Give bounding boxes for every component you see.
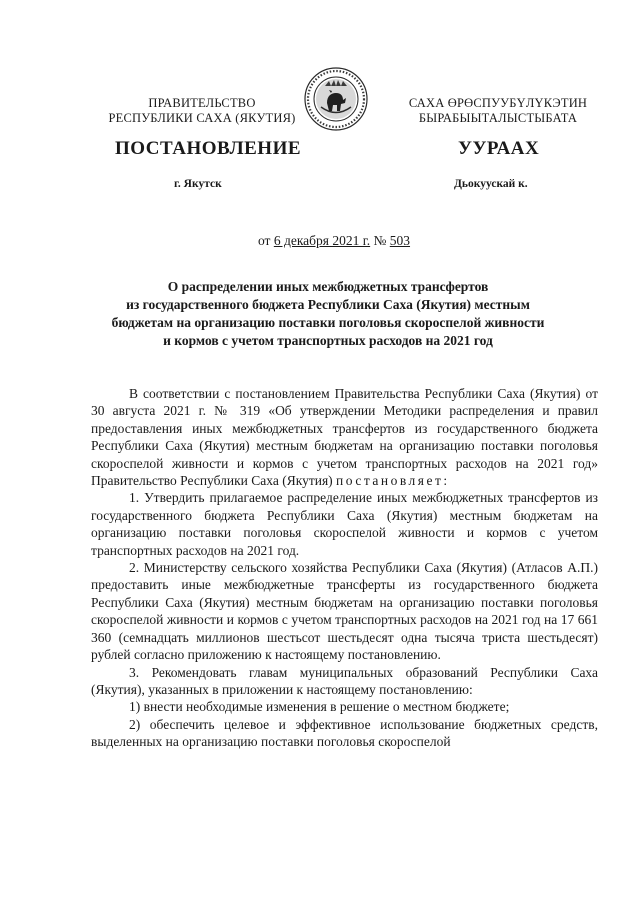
- document-date: 6 декабря 2021 г.: [273, 233, 371, 248]
- document-title: [88, 278, 568, 350]
- paragraph-item-3: 3. Рекомендовать главам муниципальных образований Республики Саха (Якутия), указанных в приложении к настоящему постановлению:: [91, 664, 598, 697]
- resolves-word: постановляет:: [336, 473, 450, 489]
- paragraph-item-1: 1. Утвердить прилагаемое распределение иных межбюджетных трансфертов из государственного бюджета Республики Саха (Якутия) местным бюджетам на организацию поставки поголовья скороспелой живности и кормов с учетом транспортных расходов на 2021 год.: [91, 490, 598, 558]
- city-left: г. Якутск: [174, 178, 222, 190]
- doc-type-right: УУРААХ: [458, 138, 540, 159]
- preamble-text: В соответствии с постановлением Правительства Республики Саха (Якутия) от 30 августа 2021 г. № 319 «Об утверждении Методики распределения и правил предоставления иных межбюджетных трансфертов из государственного бюджета Республики Саха (Якутия) местным бюджетам на организацию поставки поголовья скороспелой живности и кормов с учетом транспортных расходов на 2021 год» Правительство Республики Саха (Якутия): [91, 386, 598, 489]
- number-label: №: [370, 233, 390, 248]
- title-line2: из государственного бюджета Республики Саха (Якутия) местным: [126, 297, 530, 312]
- document-body: [91, 385, 598, 751]
- header-right-line2: БЫРАБЫЫТАЛЫСТЫБАТА: [418, 111, 578, 125]
- paragraph-preamble: [91, 385, 598, 489]
- paragraph-item-2: 2. Министерству сельского хозяйства Республики Саха (Якутия) (Атласов А.П.) предоставить иные межбюджетные трансферты из государственного бюджета Республики Саха (Якутия) местным бюджетам на организацию поставки поголовья скороспелой живности и кормов с учетом транспортных расходов на 2021 год на 17 661 360 (семнадцать миллионов шестьсот шестьдесят одна тысяча триста шестьдесят) рублей согласно приложению к настоящему постановлению.: [91, 560, 598, 663]
- header-right-block: [378, 96, 618, 126]
- header-left-line2: РЕСПУБЛИКИ САХА (ЯКУТИЯ): [108, 111, 296, 125]
- coat-of-arms-icon: [303, 66, 369, 132]
- title-line1: О распределении иных межбюджетных трансфертов: [167, 279, 489, 294]
- document-number: 503: [389, 233, 411, 248]
- city-right: Дьокуускай к.: [454, 178, 528, 190]
- date-prefix: от: [257, 233, 274, 248]
- header-left-block: [82, 96, 322, 126]
- header-right-line1: САХА ӨРӨСПУУБҮЛҮКЭТИН: [408, 96, 588, 110]
- paragraph-subitem-1: 1) внести необходимые изменения в решение о местном бюджете;: [129, 699, 510, 715]
- title-line4: и кормов с учетом транспортных расходов на 2021 год: [163, 333, 493, 348]
- paragraph-subitem-2: 2) обеспечить целевое и эффективное использование бюджетных средств, выделенных на организацию поставки поголовья скороспелой: [91, 716, 598, 750]
- date-number-line: [0, 233, 640, 249]
- header-left-line1: ПРАВИТЕЛЬСТВО: [148, 96, 256, 110]
- title-line3: бюджетам на организацию поставки поголовья скороспелой живности: [111, 315, 545, 330]
- doc-type-left: ПОСТАНОВЛЕНИЕ: [115, 138, 302, 159]
